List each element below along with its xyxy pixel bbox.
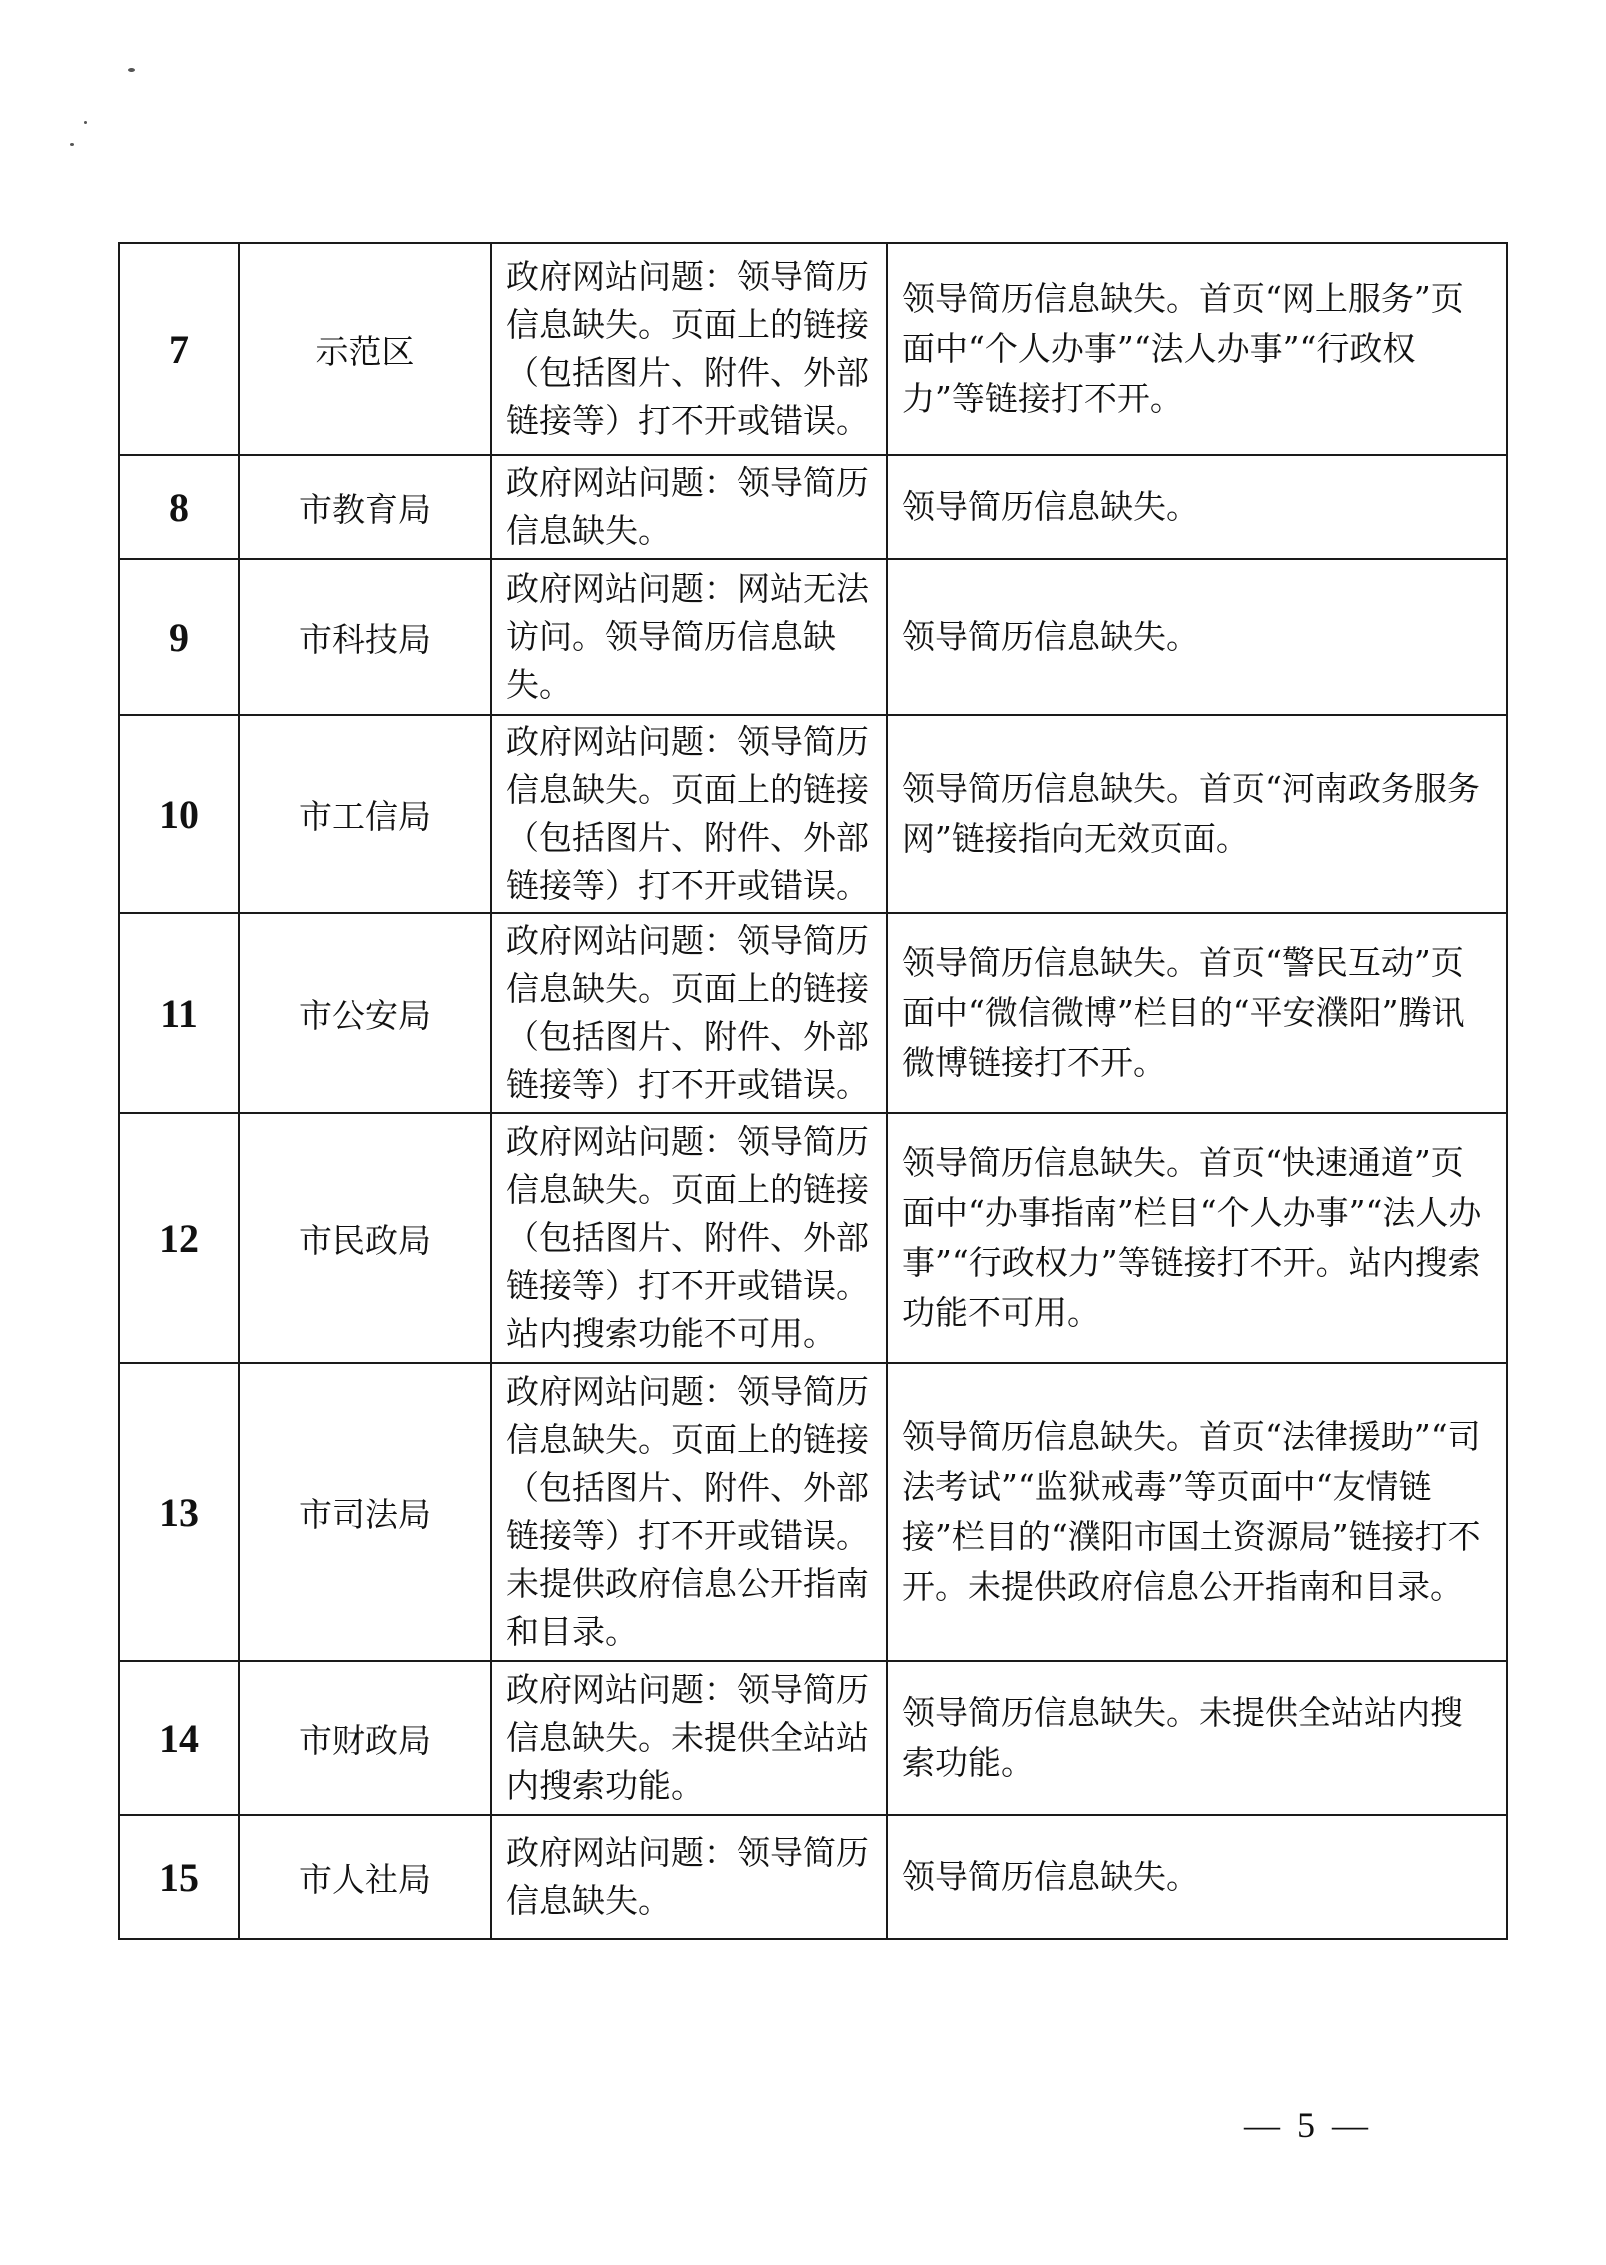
- row-number: 8: [119, 455, 239, 559]
- issue-summary: 政府网站问题：领导简历信息缺失。: [491, 1815, 887, 1939]
- issue-detail: 领导简历信息缺失。首页“法律援助”“司法考试”“监狱戒毒”等页面中“友情链接”栏目的“濮阳市国土资源局”链接打不开。未提供政府信息公开指南和目录。: [887, 1363, 1507, 1661]
- table-row: [119, 1815, 1507, 1939]
- issue-summary: 政府网站问题：领导简历信息缺失。页面上的链接（包括图片、附件、外部链接等）打不开或错误。: [491, 243, 887, 455]
- issue-summary: 政府网站问题：领导简历信息缺失。页面上的链接（包括图片、附件、外部链接等）打不开或错误。: [491, 913, 887, 1113]
- unit-name: 市民政局: [239, 1113, 491, 1363]
- row-number: 10: [119, 715, 239, 913]
- issue-detail: 领导简历信息缺失。首页“河南政务服务网”链接指向无效页面。: [887, 715, 1507, 913]
- table-row: [119, 1661, 1507, 1815]
- table-row: [119, 559, 1507, 715]
- table-row: [119, 1113, 1507, 1363]
- row-number: 14: [119, 1661, 239, 1815]
- row-number: 12: [119, 1113, 239, 1363]
- table-row: [119, 1363, 1507, 1661]
- row-number: 7: [119, 243, 239, 455]
- unit-name: 市财政局: [239, 1661, 491, 1815]
- unit-name: 市工信局: [239, 715, 491, 913]
- scan-speck: [128, 68, 135, 72]
- issue-summary: 政府网站问题：领导简历信息缺失。页面上的链接（包括图片、附件、外部链接等）打不开或错误。: [491, 715, 887, 913]
- row-number: 15: [119, 1815, 239, 1939]
- unit-name: 市公安局: [239, 913, 491, 1113]
- issue-summary: 政府网站问题：领导简历信息缺失。未提供全站站内搜索功能。: [491, 1661, 887, 1815]
- issue-detail: 领导简历信息缺失。首页“网上服务”页面中“个人办事”“法人办事”“行政权力”等链接打不开。: [887, 243, 1507, 455]
- issue-summary: 政府网站问题：领导简历信息缺失。: [491, 455, 887, 559]
- unit-name: 市教育局: [239, 455, 491, 559]
- issue-summary: 政府网站问题：网站无法访问。领导简历信息缺失。: [491, 559, 887, 715]
- issue-detail: 领导简历信息缺失。首页“快速通道”页面中“办事指南”栏目“个人办事”“法人办事”“行政权力”等链接打不开。站内搜索功能不可用。: [887, 1113, 1507, 1363]
- unit-name: 示范区: [239, 243, 491, 455]
- table-row: [119, 913, 1507, 1113]
- table-row: [119, 715, 1507, 913]
- table-row: [119, 243, 1507, 455]
- issue-detail: 领导简历信息缺失。: [887, 455, 1507, 559]
- row-number: 9: [119, 559, 239, 715]
- issue-summary: 政府网站问题：领导简历信息缺失。页面上的链接（包括图片、附件、外部链接等）打不开或错误。未提供政府信息公开指南和目录。: [491, 1363, 887, 1661]
- issue-summary: 政府网站问题：领导简历信息缺失。页面上的链接（包括图片、附件、外部链接等）打不开或错误。站内搜索功能不可用。: [491, 1113, 887, 1363]
- unit-name: 市人社局: [239, 1815, 491, 1939]
- issue-detail: 领导简历信息缺失。: [887, 559, 1507, 715]
- row-number: 11: [119, 913, 239, 1113]
- issue-detail: 领导简历信息缺失。未提供全站站内搜索功能。: [887, 1661, 1507, 1815]
- page-number: — 5 —: [1244, 2105, 1372, 2145]
- table-row: [119, 455, 1507, 559]
- scan-speck: [84, 121, 87, 124]
- unit-name: 市司法局: [239, 1363, 491, 1661]
- issue-detail: 领导简历信息缺失。: [887, 1815, 1507, 1939]
- scan-speck: [70, 143, 74, 146]
- inspection-results-table: [118, 242, 1508, 1940]
- row-number: 13: [119, 1363, 239, 1661]
- issue-detail: 领导简历信息缺失。首页“警民互动”页面中“微信微博”栏目的“平安濮阳”腾讯微博链接打不开。: [887, 913, 1507, 1113]
- unit-name: 市科技局: [239, 559, 491, 715]
